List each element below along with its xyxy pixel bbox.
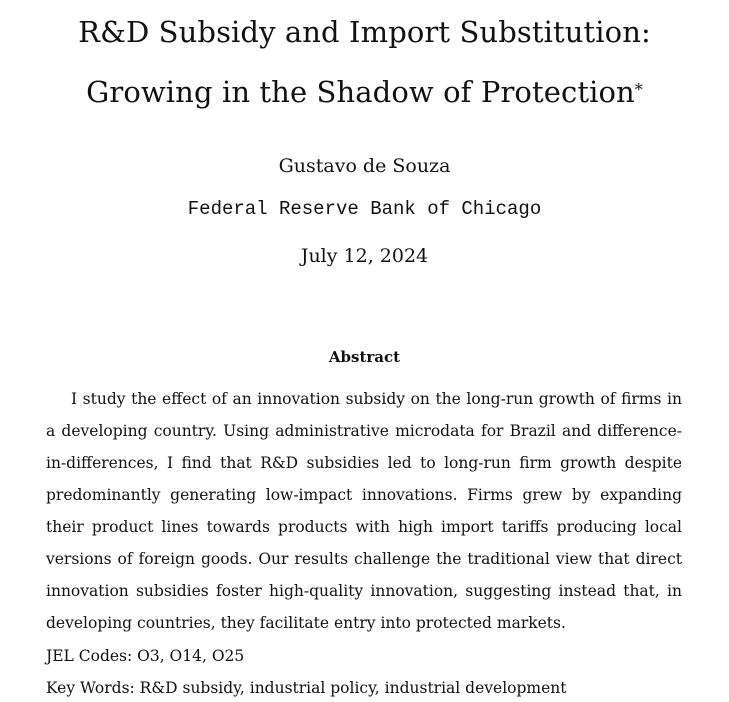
abstract-heading: Abstract [328,348,401,366]
key-words: Key Words: R&D subsidy, industrial policy, industrial development [46,679,567,697]
author-name: Gustavo de Souza [278,155,451,177]
paper-date: July 12, 2024 [300,245,429,267]
jel-codes: JEL Codes: O3, O14, O25 [46,647,245,665]
title-footnote-mark[interactable]: * [634,80,643,99]
abstract-body: I study the effect of an innovation subsidy on the long-run growth of firms in a developing country. Using administrative microdata for Brazil and difference-in-differences, I find that R&D subsidies led to long-run firm growth despite predominantly generating low-impact innovations. Firms grew by expanding their product lines towards products with high import tariffs producing local versions of foreign goods. Our results challenge the traditional view that direct innovation subsidies foster high-quality innovation, suggesting instead that, in developing countries, they facilitate entry into protected markets. [46,390,682,632]
title-text-2: Growing in the Shadow of Protection [86,75,635,109]
paper-title-line-2 [0,74,729,110]
title-text-1: R&D Subsidy and Import Substitution: [78,15,651,49]
author-affiliation: Federal Reserve Bank of Chicago [187,198,542,220]
paper-title-line-1 [0,14,729,50]
